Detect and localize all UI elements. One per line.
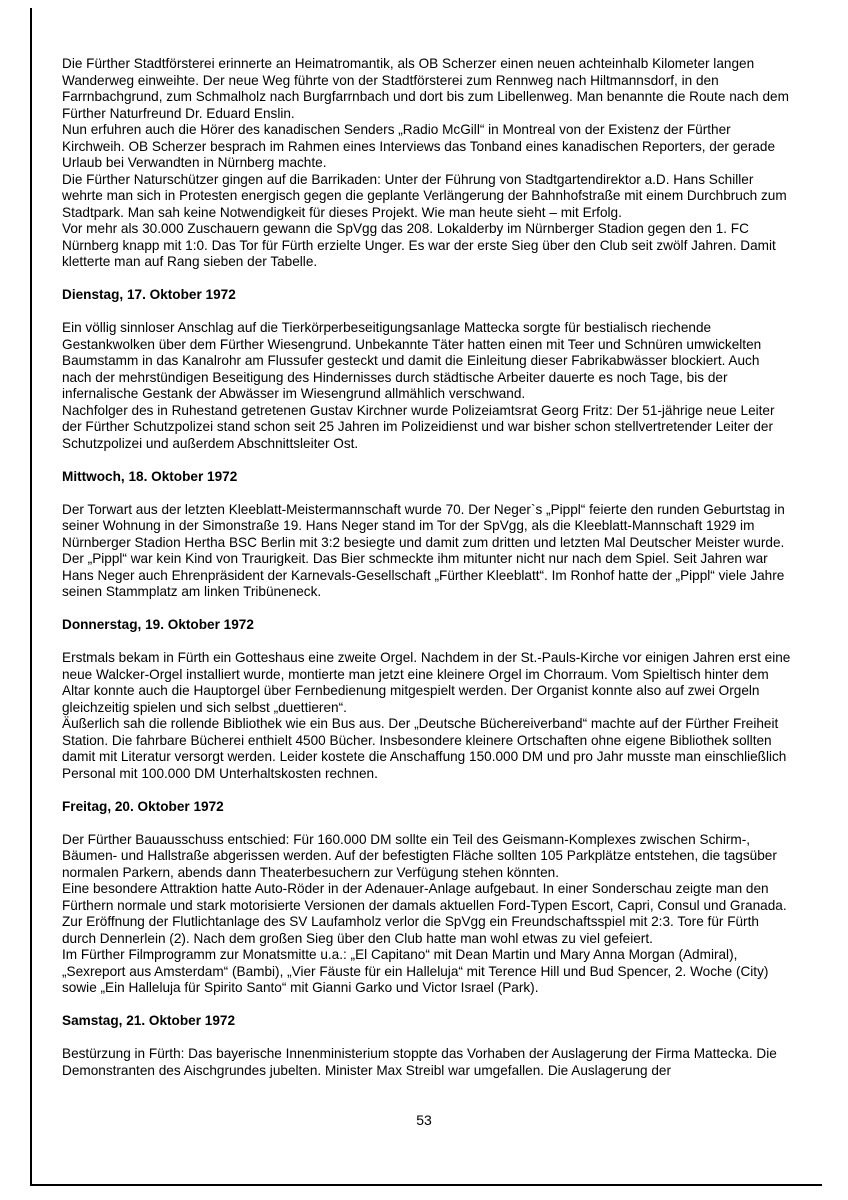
page-content — [62, 56, 791, 1079]
paragraph: Vor mehr als 30.000 Zuschauern gewann die SpVgg das 208. Lokalderby im Nürnberger Stadion gegen den 1. FC Nürnberg knapp mit 1:0. Das Tor für Fürth erzielte Unger. Es war der erste Sieg über den Club seit zwölf Jahren. Damit kletterte man auf Rang sieben der Tabelle. — [62, 221, 776, 269]
date-heading: Freitag, 20. Oktober 1972 — [62, 798, 224, 814]
paragraph: Eine besondere Attraktion hatte Auto-Röder in der Adenauer-Anlage aufgebaut. In einer Sonderschau zeigte man den Fürthern normale und stark motorisierte Versionen der damals aktuellen Ford-Typen Escort, Capri, Consul und Granada. — [62, 881, 787, 913]
paragraph: Die Fürther Stadtförsterei erinnerte an Heimatromantik, als OB Scherzer einen neuen achteinhalb Kilometer langen Wanderweg einweihte. Der neue Weg führte von der Stadtförsterei zum Rennweg nach Hiltmannsdorf, in den Farrnbachgrund, zum Schmalholz nach Burgfarrnbach und dort bis zum Libellenweg. Man benannte die Route nach dem Fürther Naturfreund Dr. Eduard Enslin. — [62, 56, 789, 121]
date-heading: Donnerstag, 19. Oktober 1972 — [62, 617, 254, 632]
paragraph: Bestürzung in Fürth: Das bayerische Innenministerium stoppte das Vorhaben der Auslagerung der Firma Mattecka. Die Demonstranten des Aischgrundes jubelten. Minister Max Streibl war umgefallen. Die Auslagerung der — [62, 1046, 777, 1078]
date-heading: Mittwoch, 18. Oktober 1972 — [62, 468, 238, 484]
paragraph: Nachfolger des in Ruhestand getretenen Gustav Kirchner wurde Polizeiamtsrat Georg Fritz: Der 51-jährige neue Leiter der Fürther Schutzpolizei stand schon seit 25 Jahren im Polizeidienst und war bisher schon stellvertretender Leiter der Schutzpolizei und außerdem Abschnittsleiter Ost. — [62, 402, 775, 451]
date-heading: Dienstag, 17. Oktober 1972 — [62, 287, 236, 302]
paragraph: Nun erfuhren auch die Hörer des kanadischen Senders „Radio McGill“ in Montreal von der Existenz der Fürther Kirchweih. OB Scherzer besprach im Rahmen eines Interviews das Tonband eines kanadischen Reporters, der gerade Urlaub bei Verwandten in Nürnberg machte. — [62, 122, 776, 170]
scan-border-bottom — [30, 1184, 822, 1186]
paragraph: Der Torwart aus der letzten Kleeblatt-Meistermannschaft wurde 70. Der Neger`s „Pippl“ feierte den runden Geburtstag in seiner Wohnung in der Simonstraße 19. Hans Neger stand im Tor der SpVgg, als die Kleeblatt-Mannschaft 1929 im Nürnberger Stadion Hertha BSC Berlin mit 3:2 besiegte und damit zum dritten und letzten Mal Deutscher Meister wurde. Der „Pippl“ war kein Kind von Traurigkeit. Das Bier schmeckte ihm mitunter nicht nur nach dem Spiel. Seit Jahren war Hans Neger auch Ehrenpräsident der Karnevals-Gesellschaft „Fürther Kleeblatt“. Im Ronhof hatte der „Pippl“ viele Jahre seinen Stammplatz am linken Tribüneneck. — [62, 501, 785, 599]
paragraph: Der Fürther Bauausschuss entschied: Für 160.000 DM sollte ein Teil des Geismann-Komplexes zwischen Schirm-, Bäumen- und Hallstraße abgerissen werden. Auf der befestigten Fläche sollten 105 Parkplätze entstehen, die tagsüber normalen Parkern, abends dann Theaterbesuchern zur Verfügung stehen könnten. — [62, 831, 777, 880]
scan-border-left — [30, 8, 32, 1186]
paragraph: Äußerlich sah die rollende Bibliothek wie ein Bus aus. Der „Deutsche Büchereiverband“ machte auf der Fürther Freiheit Station. Die fahrbare Bücherei enthielt 4500 Bücher. Insbesondere kleinere Ortschaften ohne eigene Bibliothek sollten damit mit Literatur versorgt werden. Leider kostete die Anschaffung 150.000 DM und pro Jahr musste man einschließlich Personal mit 100.000 DM Unterhaltskosten rechnen. — [62, 716, 787, 781]
page-number: 53 — [416, 1112, 432, 1128]
paragraph: Im Fürther Filmprogramm zur Monatsmitte u.a.: „El Capitano“ mit Dean Martin und Mary Anna Morgan (Admiral), „Sexreport aus Amsterdam“ (Bambi), „Vier Fäuste für ein Halleluja“ mit Terence Hill und Bud Spencer, 2. Woche (City) sowie „Ein Halleluja für Spirito Santo“ mit Gianni Garko und Victor Israel (Park). — [62, 947, 769, 995]
paragraph: Ein völlig sinnloser Anschlag auf die Tierkörperbeseitigungsanlage Mattecka sorgte für bestialisch riechende Gestankwolken über dem Fürther Wiesengrund. Unbekannte Täter hatten einen mit Teer und Schnüren umwickelten Baumstamm in das Kanalrohr am Flussufer gesteckt und damit die Einleitung dieser Fabrikabwässer blockiert. Auch nach der mehrstündigen Beseitigung des Hindernisses durch städtische Arbeiter dauerte es noch Tage, bis der infernalische Gestank der Abwässer im Wiesengrund allmählich verschwand. — [62, 320, 762, 401]
paragraph: Zur Eröffnung der Flutlichtanlage des SV Laufamholz verlor die SpVgg ein Freundschaftsspiel mit 2:3. Tore für Fürth durch Dennerlein (2). Nach dem großen Sieg über den Club hatte man wohl etwas zu viel gefeiert. — [62, 914, 759, 946]
date-heading: Samstag, 21. Oktober 1972 — [62, 1013, 236, 1028]
paragraph: Die Fürther Naturschützer gingen auf die Barrikaden: Unter der Führung von Stadtgartendirektor a.D. Hans Schiller wehrte man sich in Protesten energisch gegen die geplante Verlängerung der Bahnhofstraße mit einem Durchbruch zum Stadtpark. Man sah keine Notwendigkeit für dieses Projekt. Wie man heute sieht – mit Erfolg. — [62, 171, 787, 220]
paragraph: Erstmals bekam in Fürth ein Gotteshaus eine zweite Orgel. Nachdem in der St.-Pauls-Kirche vor einigen Jahren erst eine neue Walcker-Orgel installiert wurde, montierte man jetzt eine kleinere Orgel im Chorraum. Vom Spieltisch hinter dem Altar konnte auch die Hauptorgel über Fernbedienung mitgespielt werden. Der Organist konnte also auf zwei Orgeln gleichzeitig spielen und sich selbst „duettieren“. — [62, 650, 791, 715]
